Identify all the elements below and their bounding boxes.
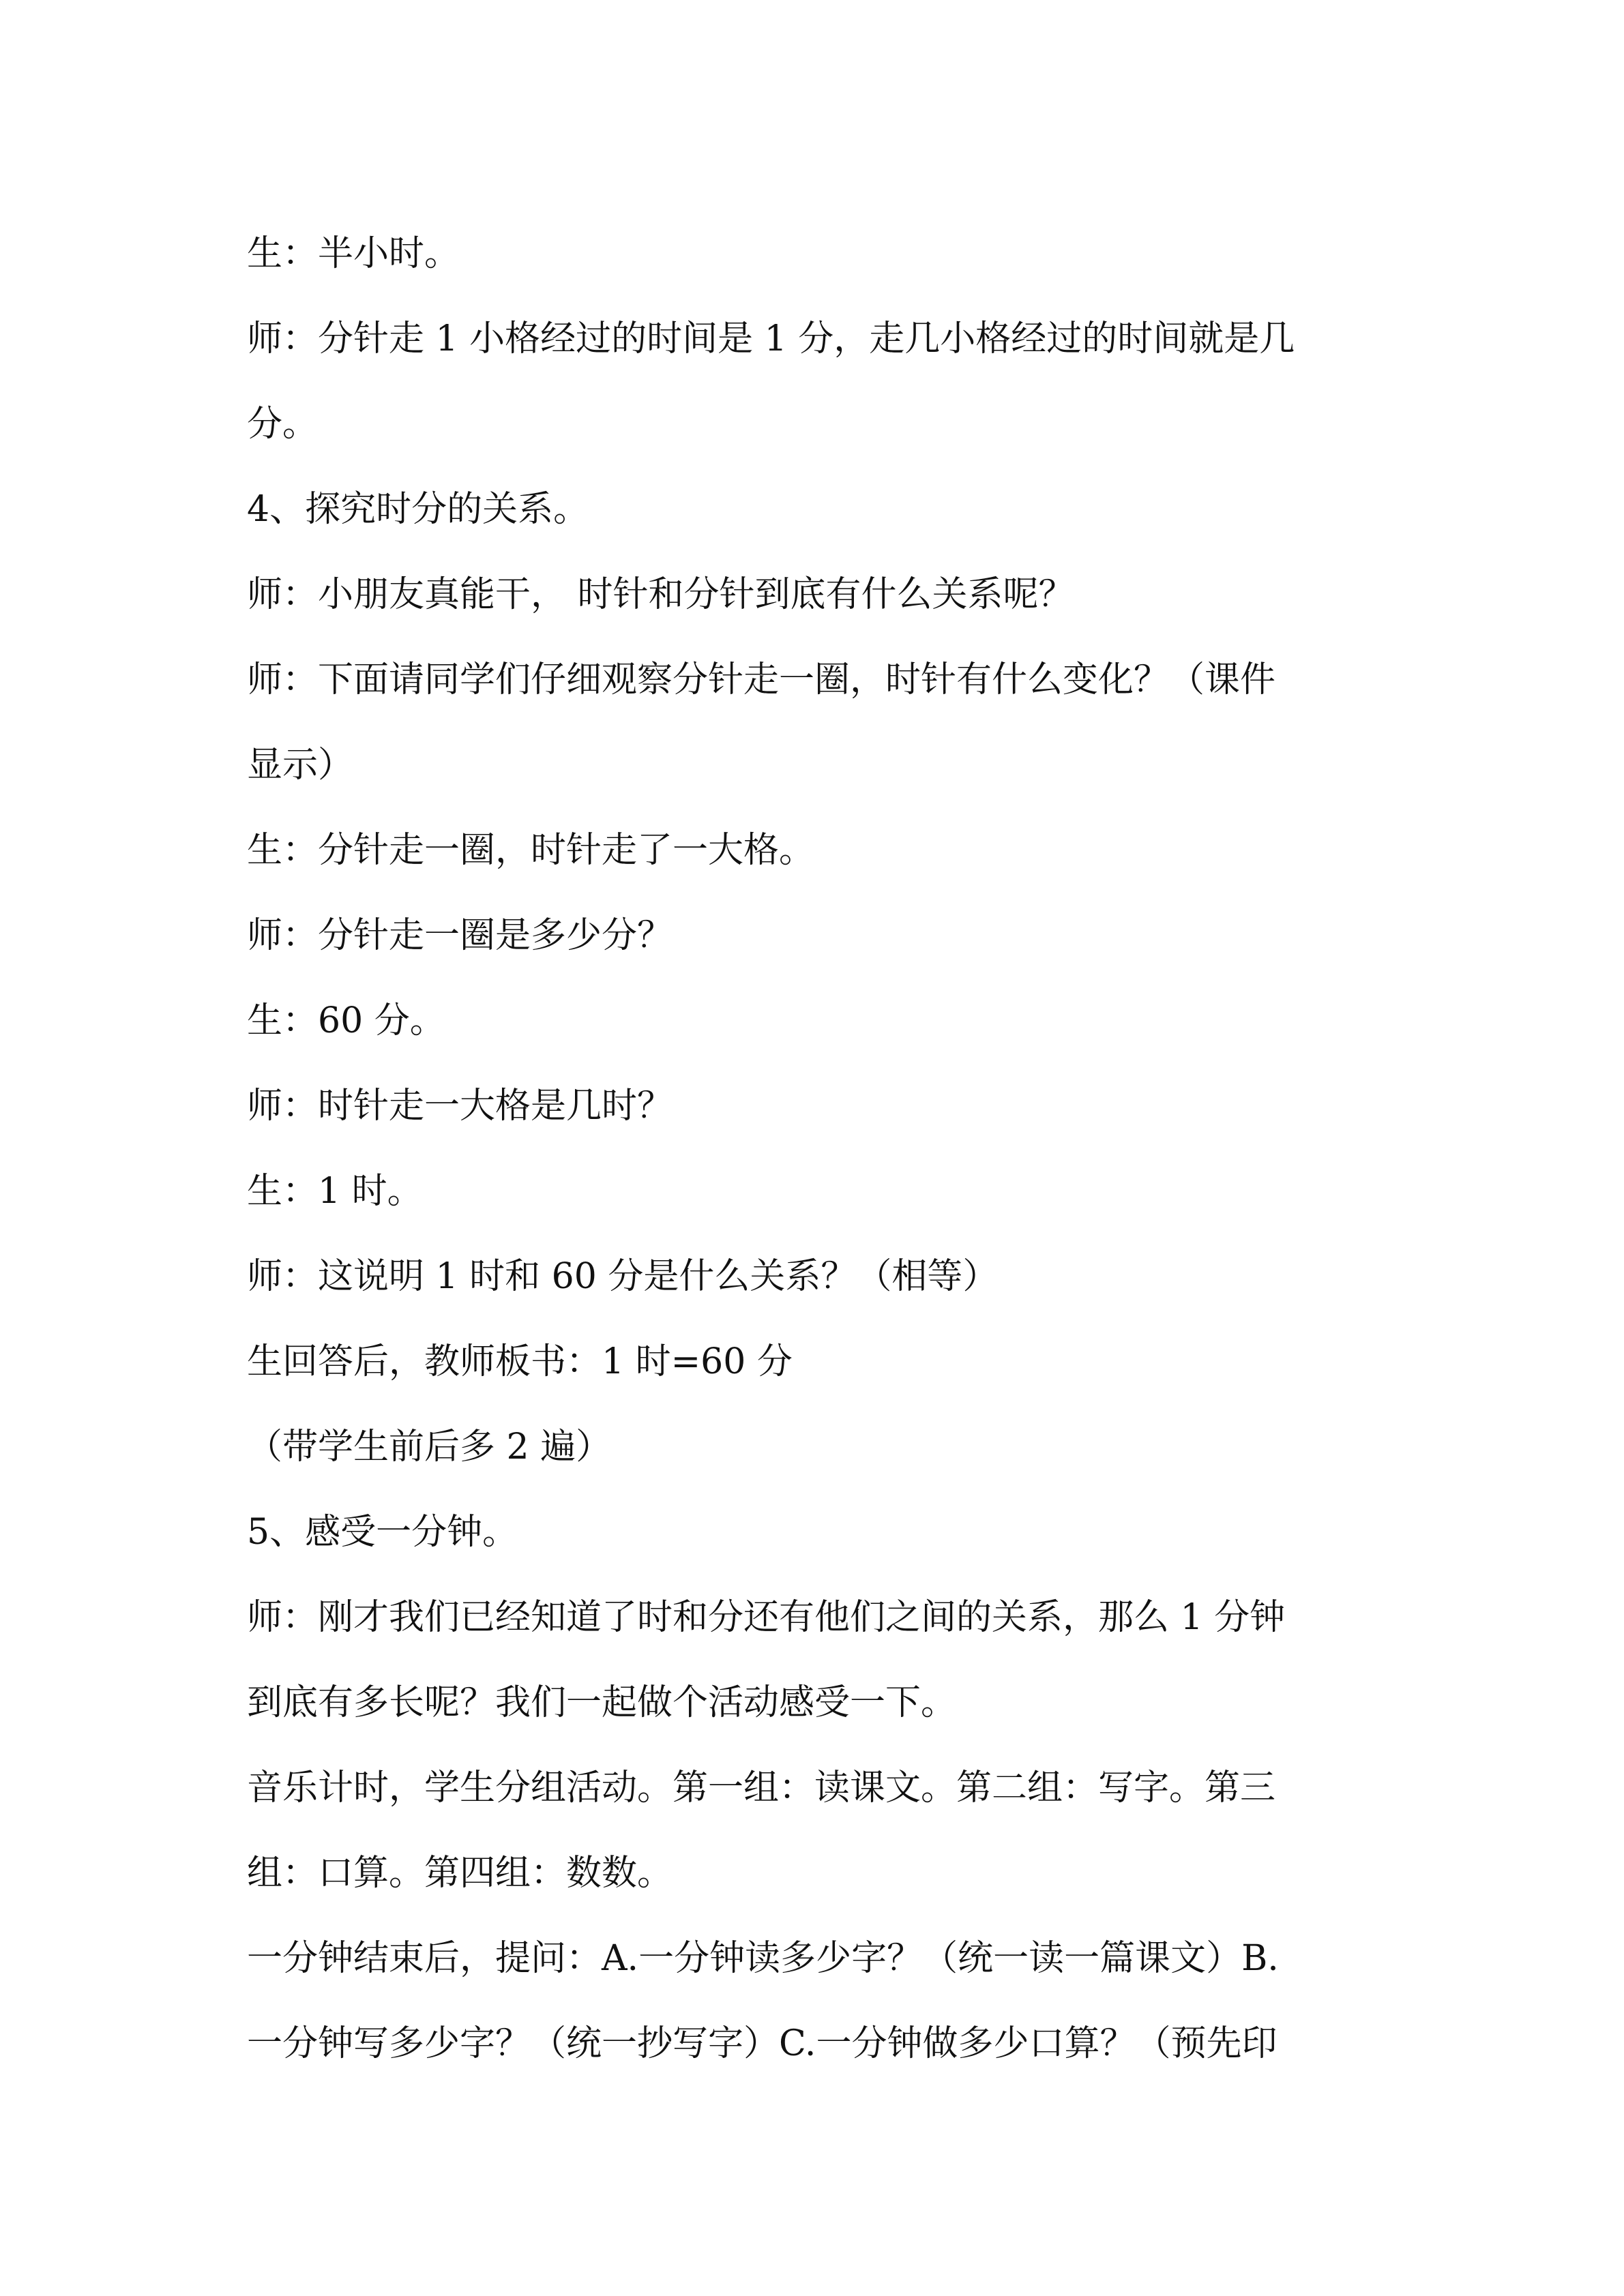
section-heading: 5、感受一分钟。 <box>247 1512 518 1553</box>
text-line: 音乐计时，学生分组活动。第一组：读课文。第二组：写字。第三 <box>247 1768 1276 1808</box>
text-line: 师：这说明 1 时和 60 分是什么关系？（相等） <box>247 1256 999 1297</box>
document-body <box>247 211 1372 2087</box>
text-line: 师：下面请同学们仔细观察分针走一圈，时针有什么变化？（课件 <box>247 659 1276 700</box>
text-line: 分。 <box>247 404 319 445</box>
text-line: 生：分针走一圈，时针走了一大格。 <box>247 830 815 871</box>
text-line: 师：分针走一圈是多少分？ <box>247 915 673 956</box>
text-line: 组：口算。第四组：数数。 <box>247 1853 673 1894</box>
text-line: 显示） <box>247 745 354 786</box>
text-line: 生：60 分。 <box>247 1000 445 1041</box>
text-line: （带学生前后多 2 遍） <box>247 1427 612 1467</box>
text-line: 师：小朋友真能干， 时针和分针到底有什么关系呢？ <box>247 574 1074 615</box>
text-line: 一分钟结束后，提问：A.一分钟读多少字？（统一读一篇课文）B. <box>247 1938 1279 1979</box>
text-line: 生：半小时。 <box>247 233 460 274</box>
text-line: 生：1 时。 <box>247 1171 423 1212</box>
text-line: 生回答后，教师板书：1 时=60 分 <box>247 1341 793 1382</box>
text-line: 到底有多长呢？我们一起做个活动感受一下。 <box>247 1682 957 1723</box>
text-line: 一分钟写多少字？（统一抄写字）C.一分钟做多少口算？（预先印 <box>247 2023 1278 2064</box>
text-line: 师：分针走 1 小格经过的时间是 1 分，走几小格经过的时间就是几 <box>247 318 1295 359</box>
section-heading: 4、探究时分的关系。 <box>247 489 589 530</box>
text-line: 师：刚才我们已经知道了时和分还有他们之间的关系，那么 1 分钟 <box>247 1597 1286 1638</box>
text-line: 师：时针走一大格是几时？ <box>247 1086 673 1127</box>
